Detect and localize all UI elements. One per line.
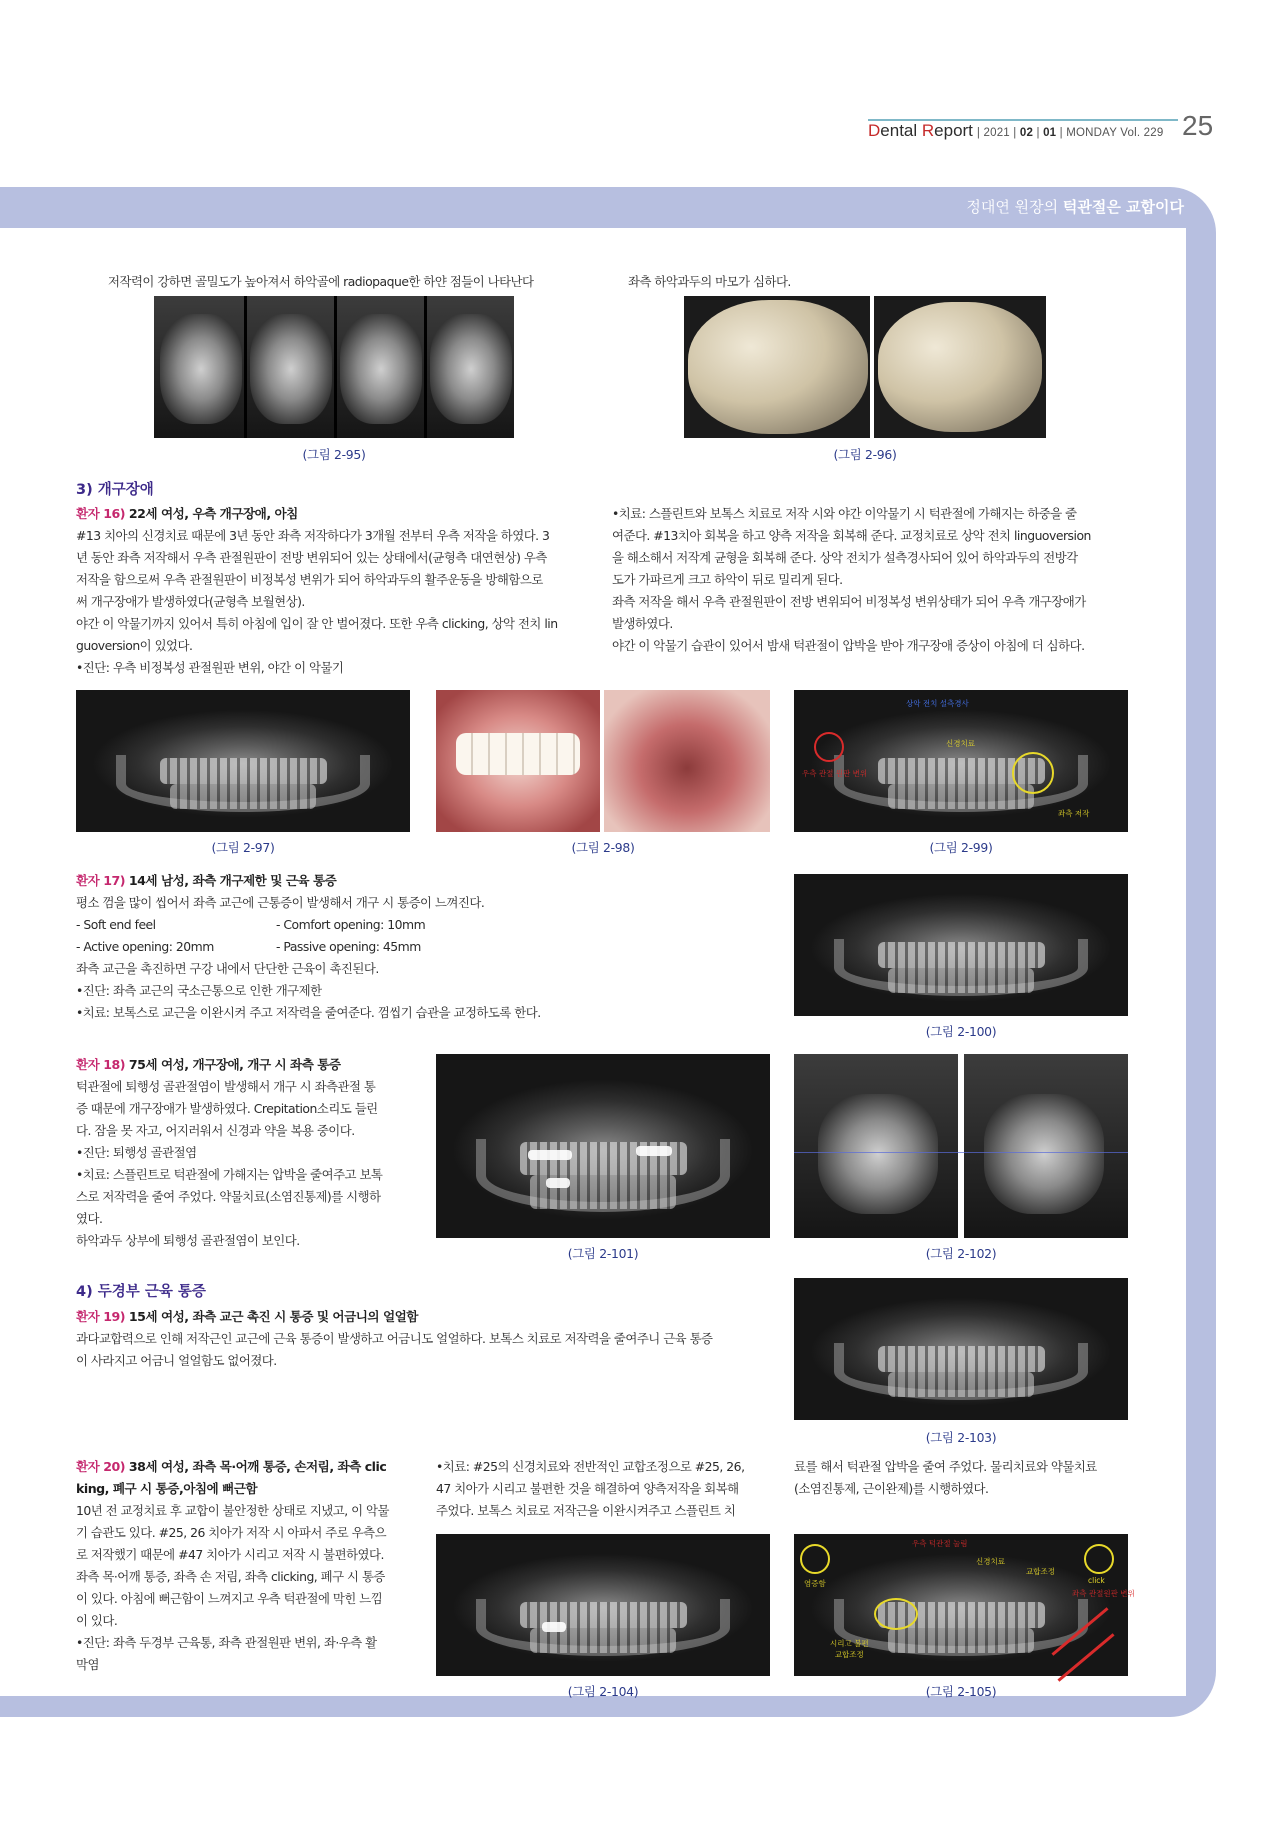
patient-20-mid-text: •치료: #25의 신경치료와 전반적인 교합조정으로 #25, 26, 47 치아가 시리고 불편한 것을 해결하여 양측저작을 회복해 주었다. 보톡스 치료로 저작근을 이완시켜주고 스플린트 치 — [436, 1459, 745, 1518]
patient-16-left-text: 환자 16) 22세 여성, 우측 개구장애, 아침 #13 치아의 신경치료 때문에 3년 동안 좌측 저작하다가 3개월 전부터 우측 저작을 하였다. 3 년 동안 좌측 저작해서 우측 관절원판이 전방 변위되어 있는 상태에서(균형측 대연현상) 우측 저작을 함으로써 우측 관절원판이 비정복성 변위가 되어 하악과두의 활주운동을 방해함으로 써 개구장애가 발생하였다(균형측 보월현상). 야간 이 악물기까지 있어서 특히 아침에 입이 잘 안 벌어졌다. 또한 우측 clicking, 상악 전치 lin guoversion이 있었다. •진단: 우측 비정복성 관절원판 변위, 야간 이 악물기 — [76, 503, 590, 679]
patient-16-heading: 환자 16) 22세 여성, 우측 개구장애, 아침 — [76, 506, 298, 521]
patient-19-text: 환자 19) 15세 여성, 좌측 교근 촉진 시 통증 및 어금니의 얼얼함 과다교합력으로 인해 저작근인 교근에 근육 통증이 발생하고 어금니도 얼얼하다. 보톡스 치료로 저작력을 줄여주니 근육 통증 이 사라지고 어금니 얼얼함도 없어졌다. — [76, 1306, 776, 1372]
figure-2-105-image: 우측 턱관절 눌림 신경치료 교합조정 염증함 click 좌측 관절원판 변위 시리고 불편 교합조정 — [794, 1534, 1128, 1676]
figure-2-102-caption: (그림 2-102) — [925, 1246, 997, 1261]
figure-2-104-image — [436, 1534, 770, 1676]
figure-2-101-image — [436, 1054, 770, 1238]
patient-20-heading: 환자 20) 38세 여성, 좌측 목·어깨 통증, 손저림, 좌측 clic — [76, 1459, 387, 1474]
figure-2-99-image: 상악 전치 설측경사 신경치료 우측 관절 원판 변위 좌측 저작 — [794, 690, 1128, 832]
page-number: 25 — [1182, 110, 1214, 141]
section-4-title: 4) 두경부 근육 통증 — [76, 1284, 206, 1300]
patient-17-text: 환자 17) 14세 남성, 좌측 개구제한 및 근육 통증 평소 껌을 많이 씹어서 좌측 교근에 근통증이 발생해서 개구 시 통증이 느껴진다. - Soft end feel - Comfort opening: 10mm - Active opening: 20mm - Passive opening: 45mm 좌측 교근을 촉진하면 구강 내에서 단단한 근육이 촉진된다. •진단: 좌측 교근의 국소근통으로 인한 개구제한 •치료: 보톡스로 교근을 이완시켜 주고 저작력을 줄여준다. 껌씹기 습관을 교정하도록 한다. — [76, 870, 776, 1024]
figure-95-description: 저작력이 강하면 골밀도가 높아져서 하악골에 radiopaque한 하얀 점들이 나타난다 — [108, 274, 534, 289]
section-3-title: 3) 개구장애 — [76, 482, 154, 498]
patient-18-text: 환자 18) 75세 여성, 개구장애, 개구 시 좌측 통증 턱관절에 퇴행성 골관절염이 발생해서 개구 시 좌측관절 통 증 때문에 개구장애가 발생하였다. Crepitation소리도 들린 다. 잠을 못 자고, 어지러워서 신경과 약을 복용 중이다. •진단: 퇴행성 골관절염 •치료: 스플린트로 턱관절에 가해지는 압박을 줄여주고 보톡 스로 저작력을 줄여 주었다. 약물치료(소염진통제)를 시행하 였다. 하악과두 상부에 퇴행성 골관절염이 보인다. — [76, 1054, 418, 1252]
figure-2-100-image — [794, 874, 1128, 1016]
patient-17-heading: 환자 17) 14세 남성, 좌측 개구제한 및 근육 통증 — [76, 873, 337, 888]
figure-2-96-image — [684, 296, 1046, 438]
figure-96-description: 좌측 하악과두의 마모가 심하다. — [628, 274, 791, 289]
patient-18-heading: 환자 18) 75세 여성, 개구장애, 개구 시 좌측 통증 — [76, 1057, 341, 1072]
figure-2-101-caption: (그림 2-101) — [567, 1246, 639, 1261]
figure-2-97-caption: (그림 2-97) — [211, 840, 275, 855]
brand-name: Dental Report — [868, 121, 973, 140]
patient-20-left-text: 환자 20) 38세 여성, 좌측 목·어깨 통증, 손저림, 좌측 clic king, 폐구 시 통증,아침에 뻐근함 10년 전 교정치료 후 교합이 불안정한 상태로 지냈고, 이 악물 기 습관도 있다. #25, 26 치아가 저작 시 아파서 주로 우측으 로 저작했기 때문에 #47 치아가 시리고 저작 시 불편하였다. 좌측 목·어깨 통증, 좌측 손 저림, 좌측 clicking, 폐구 시 통증 이 있다. 아침에 뻐근함이 느껴지고 우측 턱관절에 막힌 느낌 이 있다. •진단: 좌측 두경부 근육통, 좌측 관절원판 변위, 좌·우측 활 막염 — [76, 1456, 418, 1676]
figure-2-104-caption: (그림 2-104) — [567, 1684, 639, 1699]
patient-20-right-text: 료를 해서 턱관절 압박을 줄여 주었다. 물리치료와 약물치료 (소염진통제, 근이완제)를 시행하였다. — [794, 1459, 1097, 1496]
masthead — [868, 121, 1163, 143]
figure-2-95-caption: (그림 2-95) — [302, 447, 366, 462]
figure-2-103-caption: (그림 2-103) — [925, 1430, 997, 1445]
figure-2-97-image — [76, 690, 410, 832]
column-title: 정대연 원장의 턱관절은 교합이다 — [966, 198, 1184, 216]
figure-2-100-caption: (그림 2-100) — [925, 1024, 997, 1039]
figure-2-98-caption: (그림 2-98) — [571, 840, 635, 855]
issue-meta: | 2021 | 02 | 01 | MONDAY Vol. 229 — [976, 127, 1164, 139]
figure-2-95-image — [154, 296, 514, 438]
figure-2-103-image — [794, 1278, 1128, 1420]
figure-2-98-image — [436, 690, 770, 832]
figure-2-102-image — [794, 1054, 1128, 1238]
patient-16-right-text: •치료: 스플린트와 보톡스 치료로 저작 시와 야간 이악물기 시 턱관절에 가해지는 하중을 줄 여준다. #13치아 회복을 하고 양측 저작을 회복해 준다. 교정치료로 상악 전치 linguoversion 을 해소해서 저작계 균형을 회복해 준다. 상악 전치가 설측경사되어 있어 하악과두의 전방각 도가 가파르게 크고 하악이 뒤로 밀리게 된다. 좌측 저작을 해서 우측 관절원판이 전방 변위되어 비정복성 변위상태가 되어 우측 개구장애가 발생하였다. 야간 이 악물기 습관이 있어서 밤새 턱관절이 압박을 받아 개구장애 증상이 아침에 더 심하다. — [612, 506, 1091, 653]
figure-2-99-caption: (그림 2-99) — [929, 840, 993, 855]
figure-2-96-caption: (그림 2-96) — [833, 447, 897, 462]
figure-2-105-caption: (그림 2-105) — [925, 1684, 997, 1699]
patient-19-heading: 환자 19) 15세 여성, 좌측 교근 촉진 시 통증 및 어금니의 얼얼함 — [76, 1309, 418, 1324]
